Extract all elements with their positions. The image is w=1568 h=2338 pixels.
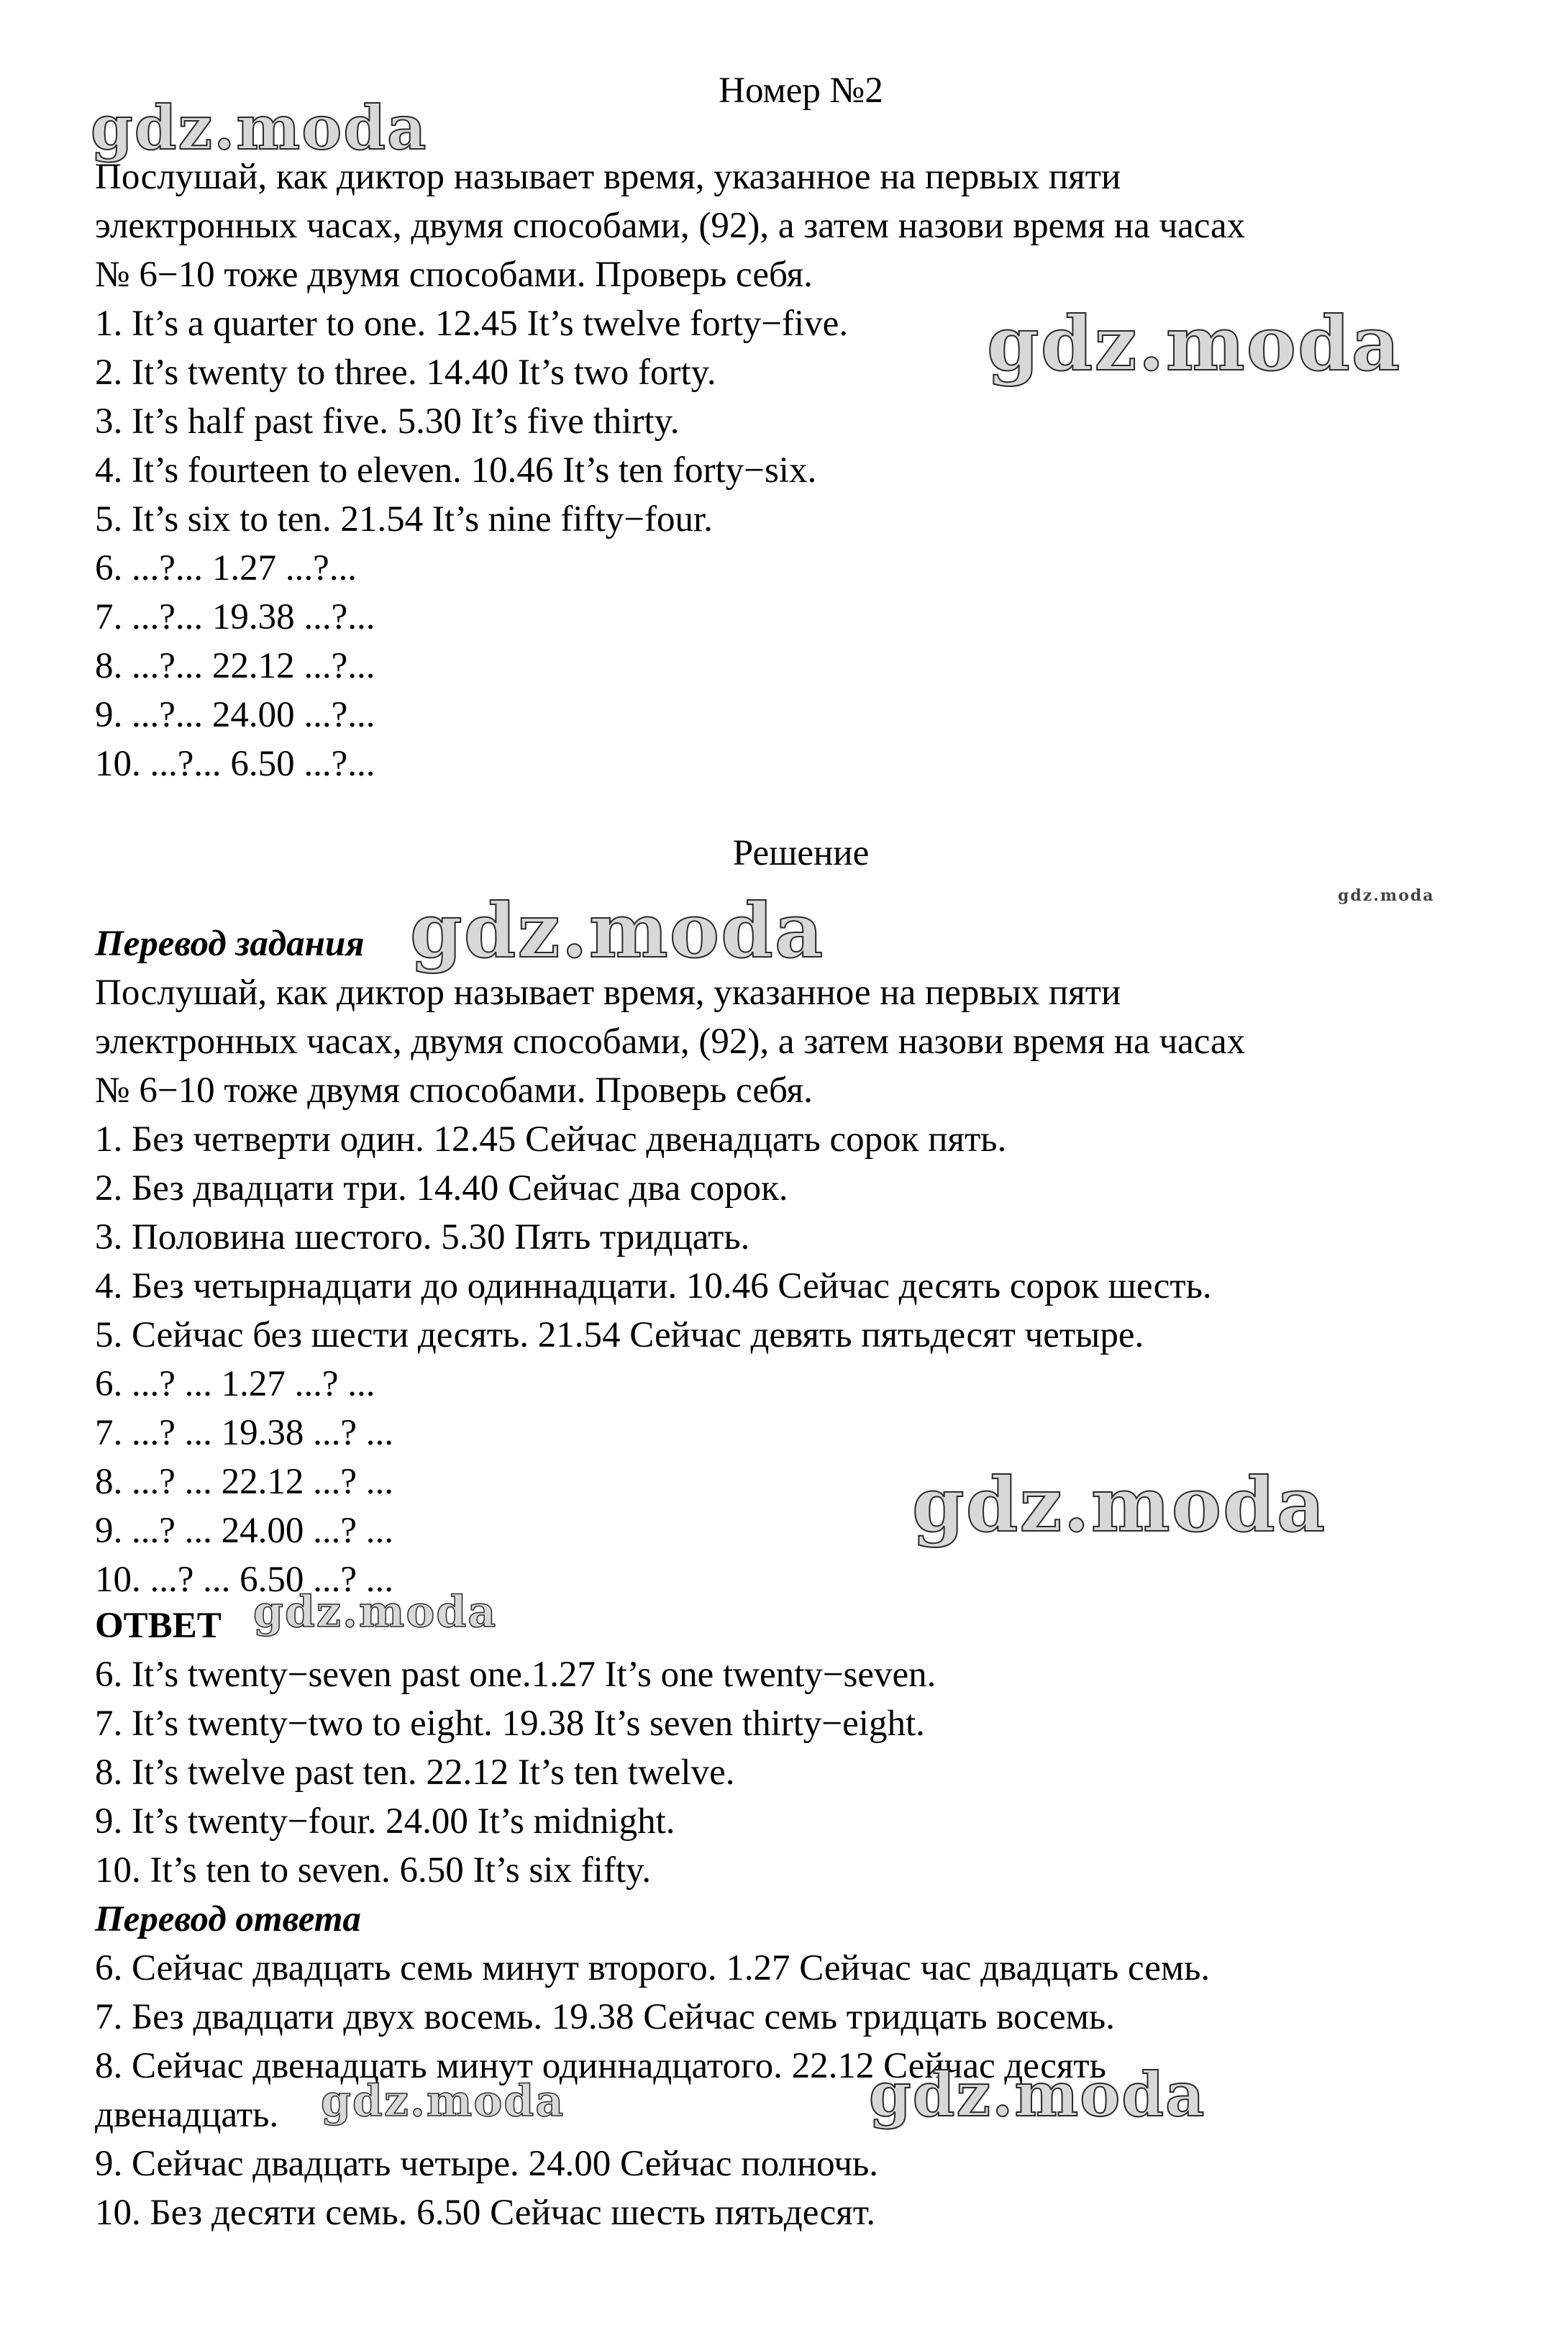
solution-heading: Решение bbox=[732, 833, 870, 873]
task-line: электронных часах, двумя способами, (92), а затем назови время на часах bbox=[95, 206, 1246, 246]
task-line: 3. It’s half past five. 5.30 It’s five thirty. bbox=[95, 401, 680, 442]
task-line: 8. ...?... 22.12 ...?... bbox=[95, 646, 375, 686]
answer-translation-heading: Перевод ответа bbox=[95, 1899, 361, 1939]
task-line: 2. It’s twenty to three. 14.40 It’s two forty. bbox=[95, 352, 716, 393]
task-line: 10. ...?... 6.50 ...?... bbox=[95, 744, 375, 784]
task-line: № 6−10 тоже двумя способами. Проверь себя. bbox=[95, 255, 813, 295]
task-line: 6. ...?... 1.27 ...?... bbox=[95, 548, 357, 588]
watermark-logo: gdz.moda bbox=[987, 299, 1402, 388]
watermark-logo: gdz.moda bbox=[410, 886, 825, 975]
answer-line: 7. It’s twenty−two to eight. 19.38 It’s seven thirty−eight. bbox=[95, 1704, 925, 1744]
page-title: Номер №2 bbox=[719, 70, 883, 111]
answer-line: 8. It’s twelve past ten. 22.12 It’s ten twelve. bbox=[95, 1752, 735, 1793]
translation-line: 10. ...? ... 6.50 ...? ... bbox=[95, 1560, 394, 1600]
answer-translation-line: 10. Без десяти семь. 6.50 Сейчас шесть пятьдесят. bbox=[95, 2193, 875, 2233]
translation-line: 1. Без четверти один. 12.45 Сейчас двенадцать сорок пять. bbox=[95, 1119, 1007, 1160]
watermark-logo: gdz.moda bbox=[253, 1587, 498, 1637]
task-line: 1. It’s a quarter to one. 12.45 It’s twelve forty−five. bbox=[95, 304, 849, 344]
answer-translation-line: 8. Сейчас двенадцать минут одиннадцатого. 22.12 Сейчас десять bbox=[95, 2046, 1106, 2086]
watermark-logo: gdz.moda bbox=[91, 92, 428, 163]
translation-line: 7. ...? ... 19.38 ...? ... bbox=[95, 1413, 394, 1453]
answer-translation-line: 6. Сейчас двадцать семь минут второго. 1.27 Сейчас час двадцать семь. bbox=[95, 1948, 1211, 1988]
watermark-logo: gdz.moda bbox=[321, 2076, 565, 2127]
task-line: 7. ...?... 19.38 ...?... bbox=[95, 597, 375, 637]
watermark-logo: gdz.moda bbox=[912, 1460, 1327, 1549]
translation-line: 5. Сейчас без шести десять. 21.54 Сейчас девять пятьдесят четыре. bbox=[95, 1315, 1144, 1355]
translation-line: 8. ...? ... 22.12 ...? ... bbox=[95, 1462, 394, 1502]
translation-line: № 6−10 тоже двумя способами. Проверь себя. bbox=[95, 1070, 813, 1111]
task-line: Послушай, как диктор называет время, указанное на первых пяти bbox=[95, 157, 1121, 197]
translation-line: электронных часах, двумя способами, (92), а затем назови время на часах bbox=[95, 1022, 1246, 1062]
answer-translation-line: 9. Сейчас двадцать четыре. 24.00 Сейчас полночь. bbox=[95, 2144, 879, 2184]
task-line: 9. ...?... 24.00 ...?... bbox=[95, 695, 375, 735]
translation-heading: Перевод задания bbox=[95, 924, 365, 964]
answer-line: 6. It’s twenty−seven past one.1.27 It’s one twenty−seven. bbox=[95, 1655, 936, 1695]
watermark-logo: gdz.moda bbox=[869, 2059, 1206, 2130]
translation-line: 9. ...? ... 24.00 ...? ... bbox=[95, 1511, 394, 1551]
translation-line: 3. Половина шестого. 5.30 Пять тридцать. bbox=[95, 1217, 750, 1257]
answer-heading: ОТВЕТ bbox=[95, 1606, 222, 1646]
translation-line: 4. Без четырнадцати до одиннадцати. 10.46 Сейчас десять сорок шесть. bbox=[95, 1266, 1212, 1306]
task-line: 4. It’s fourteen to eleven. 10.46 It’s ten forty−six. bbox=[95, 450, 817, 491]
watermark-logo: gdz.moda bbox=[1338, 886, 1435, 905]
translation-line: 2. Без двадцати три. 14.40 Сейчас два сорок. bbox=[95, 1168, 788, 1209]
translation-line: 6. ...? ... 1.27 ...? ... bbox=[95, 1364, 375, 1404]
task-line: 5. It’s six to ten. 21.54 It’s nine fifty−four. bbox=[95, 499, 713, 540]
answer-translation-line: 7. Без двадцати двух восемь. 19.38 Сейчас семь тридцать восемь. bbox=[95, 1997, 1115, 2037]
answer-line: 10. It’s ten to seven. 6.50 It’s six fifty. bbox=[95, 1850, 651, 1891]
answer-translation-line: двенадцать. bbox=[95, 2095, 279, 2135]
translation-line: Послушай, как диктор называет время, указанное на первых пяти bbox=[95, 973, 1121, 1013]
answer-line: 9. It’s twenty−four. 24.00 It’s midnight. bbox=[95, 1801, 675, 1842]
